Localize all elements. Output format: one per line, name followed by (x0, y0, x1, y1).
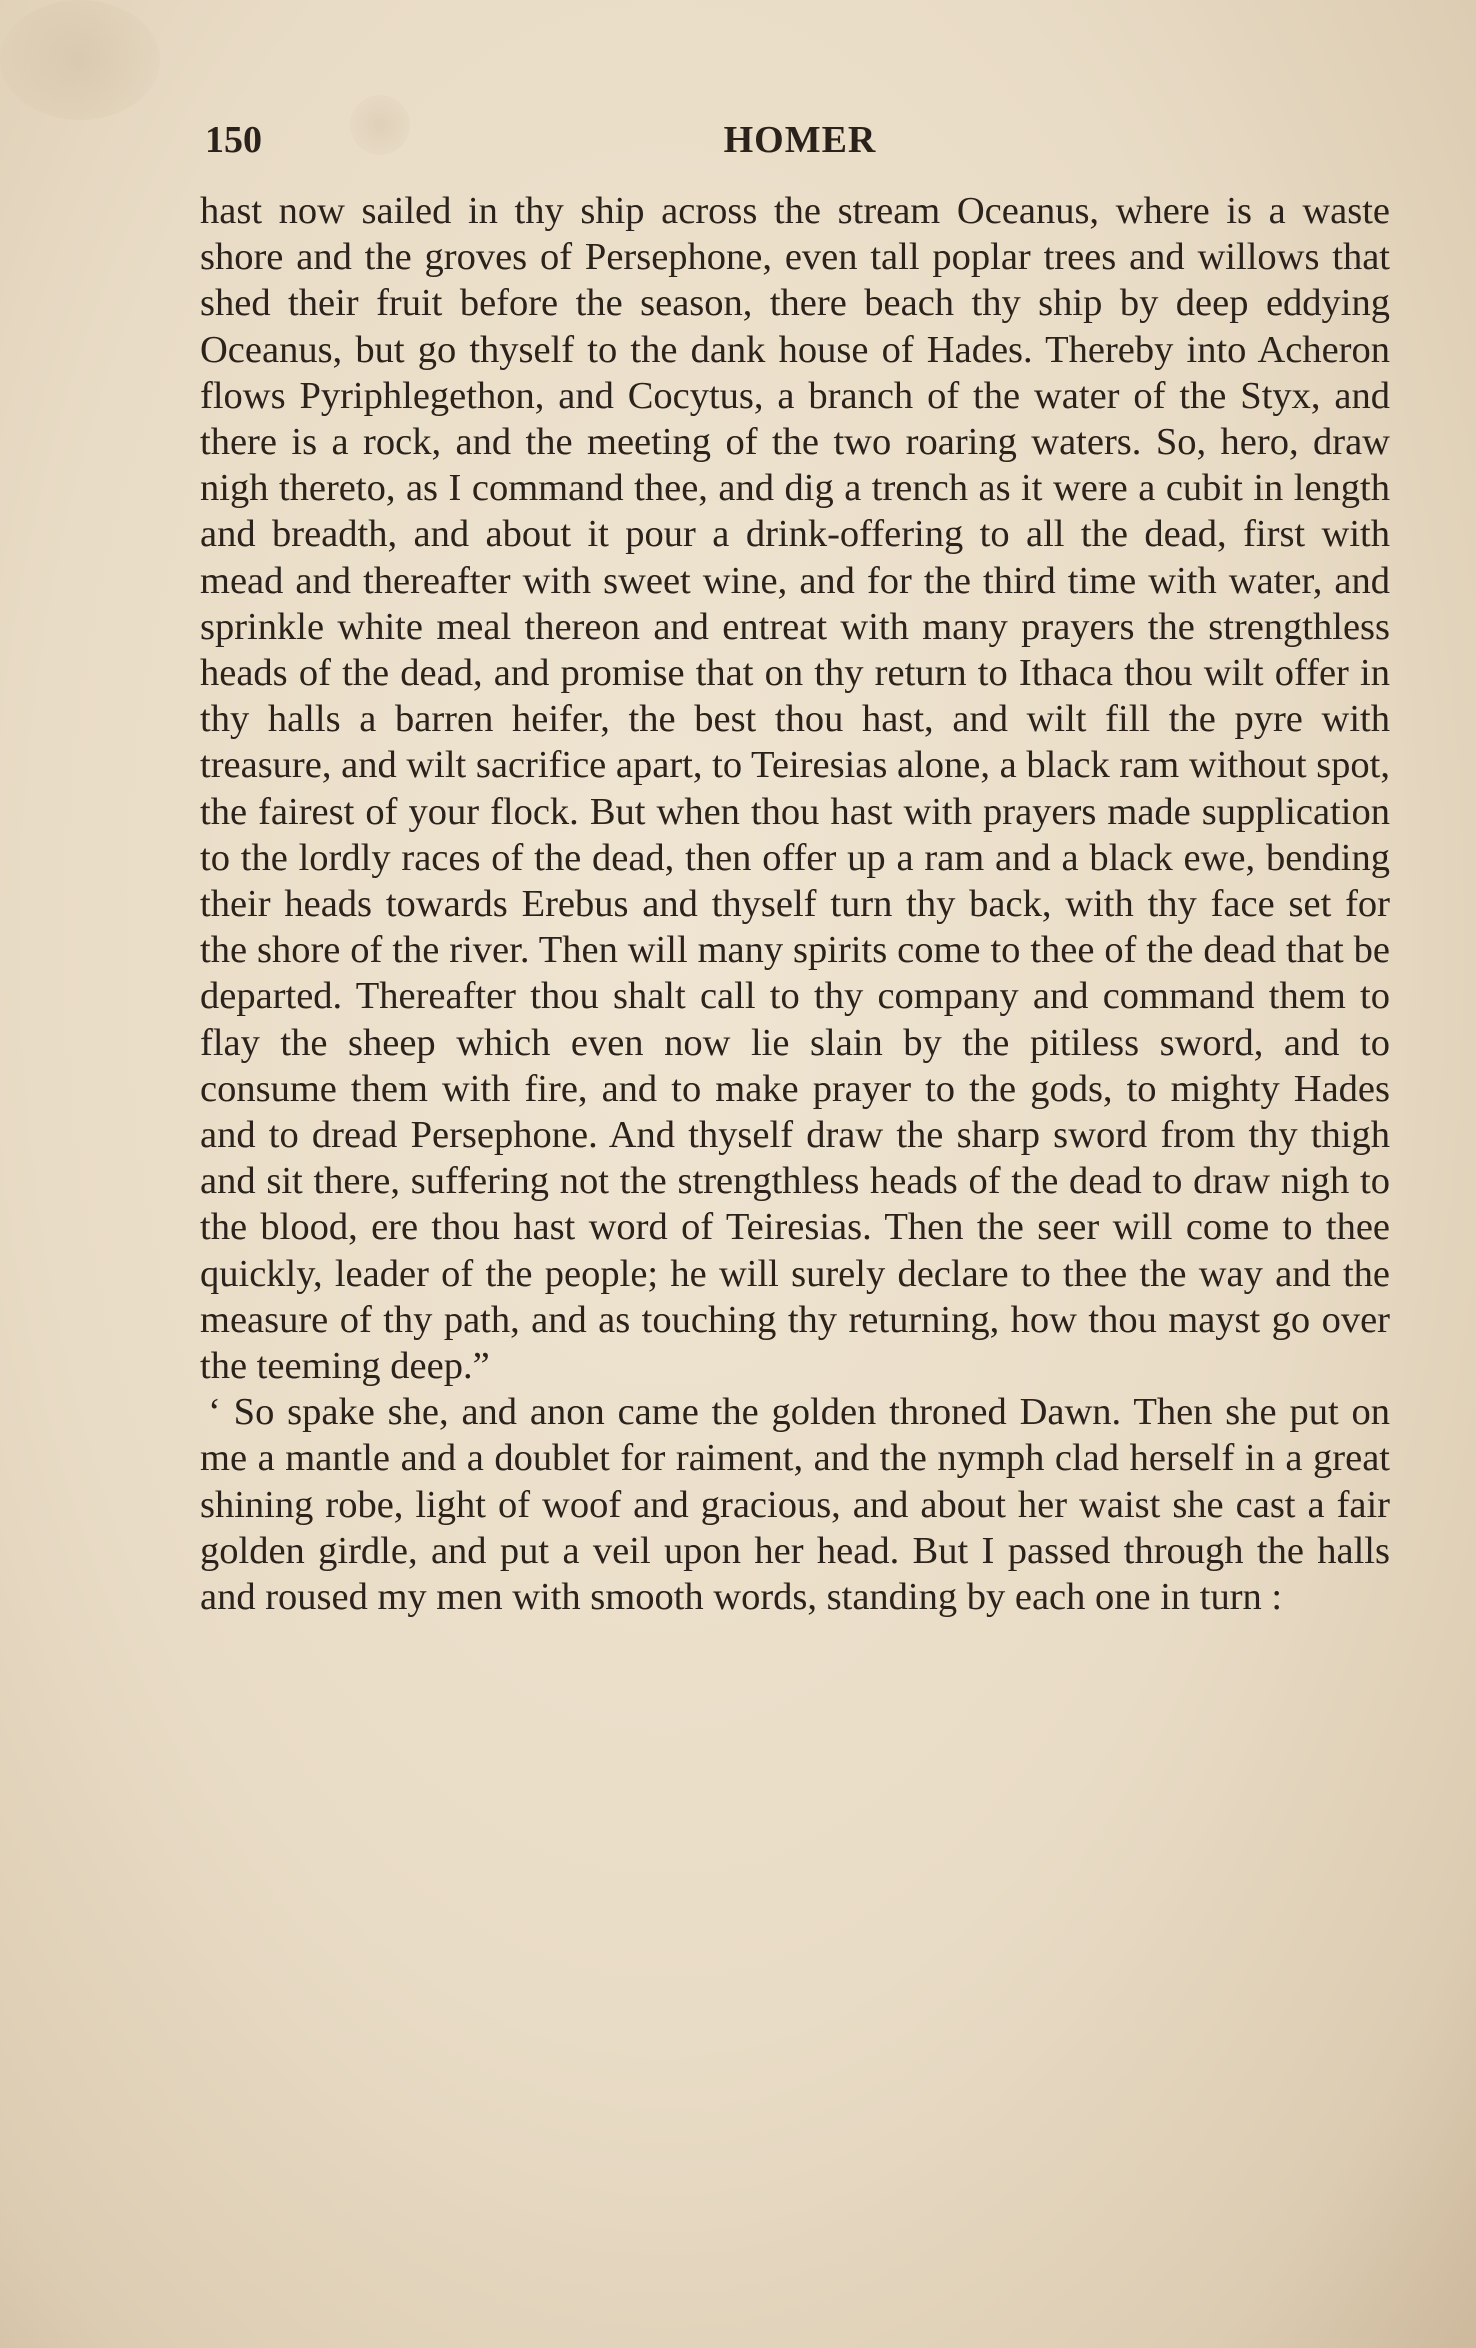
paragraph: ‘ So spake she, and anon came the golden throned Dawn. Then she put on me a mantle and a doublet for raiment, and the nymph clad herself in a great shining robe, light of woof and gracious, and about her waist she cast a fair golden girdle, and put a veil upon her head. But I passed through the halls and roused my men with smooth words, standing by each one in turn : (200, 1391, 1390, 1619)
running-head: HOMER (723, 119, 877, 161)
page-number: 150 (205, 119, 262, 161)
paragraph: hast now sailed in thy ship across the stream Oceanus, where is a waste shore and the groves of Persephone, even tall poplar trees and willows that shed their fruit before the season, there beach thy ship by deep eddying Oceanus, but go thyself to the dank house of Hades. Thereby into Acheron flows Pyriphlegethon, and Cocytus, a branch of the water of the Styx, and there is a rock, and the meeting of the two roaring waters. So, hero, draw nigh thereto, as I command thee, and dig a trench as it were a cubit in length and breadth, and about it pour a drink-offering to all the dead, first with mead and thereafter with sweet wine, and for the third time with water, and sprinkle white meal thereon and entreat with many prayers the strengthless heads of the dead, and promise that on thy return to Ithaca thou wilt offer in thy halls a barren heifer, the best thou hast, and wilt fill the pyre with treasure, and wilt sacrifice apart, to Teiresias alone, a black ram without spot, the fairest of your flock. But when thou hast with prayers made supplication to the lordly races of the dead, then offer up a ram and a black ewe, bending their heads towards Erebus and thyself turn thy back, with thy face set for the shore of the river. Then will many spirits come to thee of the dead that be departed. Thereafter thou shalt call to thy company and command them to flay the sheep which even now lie slain by the pitiless sword, and to consume them with fire, and to make prayer to the gods, to mighty Hades and to dread Persephone. And thyself draw the sharp sword from thy thigh and sit there, suffering not the strengthless heads of the dead to draw nigh to the blood, ere thou hast word of Teiresias. Then the seer will come to thee quickly, leader of the people; he will surely declare to thee the way and the measure of thy path, and as touching thy returning, how thou mayst go over the teeming deep.” (200, 190, 1390, 1388)
body-text (200, 188, 1390, 1620)
paper-stain (0, 0, 160, 120)
page-header (205, 110, 1395, 170)
